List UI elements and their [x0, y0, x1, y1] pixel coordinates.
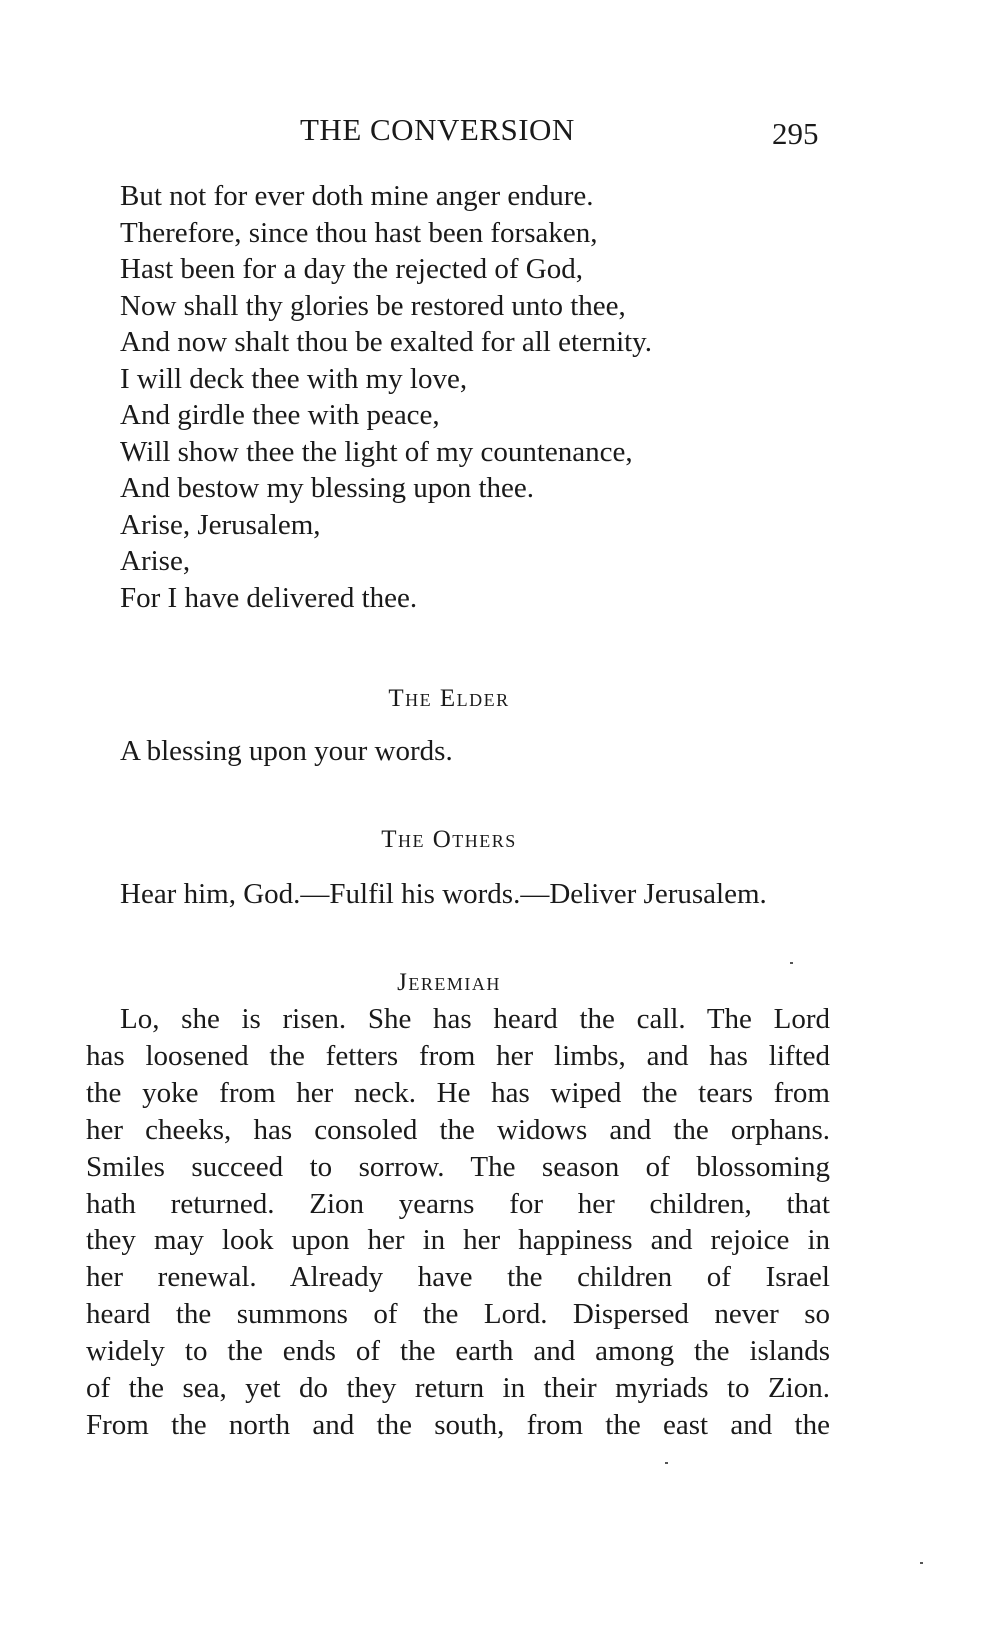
- verse-line: I will deck thee with my love,: [120, 362, 468, 395]
- speaker-heading-others: The Others: [381, 826, 517, 853]
- scan-speck: [665, 1462, 668, 1464]
- paragraph-line: widely to the ends of the earth and among the islands: [86, 1335, 830, 1368]
- paragraph-line: From the north and the south, from the east and the: [86, 1408, 830, 1441]
- scan-speck: [920, 1562, 923, 1564]
- verse-line: Therefore, since thou hast been forsaken,: [120, 216, 598, 249]
- verse-line: But not for ever doth mine anger endure.: [120, 180, 594, 212]
- verse-line: And bestow my blessing upon thee.: [120, 472, 535, 504]
- others-paragraph: Hear him, God.—Fulfil his words.—Deliver Jerusalem.: [120, 878, 767, 910]
- paragraph-line: has loosened the fetters from her limbs, and has lifted: [86, 1039, 830, 1072]
- paragraph-line: Smiles succeed to sorrow. The season of blossoming: [86, 1150, 830, 1183]
- paragraph-line: her cheeks, has consoled the widows and the orphans.: [86, 1113, 830, 1146]
- verse-line: And girdle thee with peace,: [120, 399, 440, 431]
- page-number: 295: [772, 116, 819, 151]
- jeremiah-paragraph: [86, 1001, 830, 1444]
- scan-speck: [790, 962, 793, 964]
- verse-line: And now shalt thou be exalted for all eternity.: [120, 326, 653, 358]
- speaker-heading-elder: The Elder: [388, 685, 510, 712]
- verse-block: [120, 178, 652, 616]
- speaker-heading-jeremiah: Jeremiah: [397, 969, 501, 996]
- verse-line: Arise, Jerusalem,: [120, 508, 321, 541]
- verse-line: Now shall thy glories be restored unto thee,: [120, 289, 626, 322]
- paragraph-line: the yoke from her neck. He has wiped the tears from: [86, 1076, 830, 1109]
- paragraph-line: her renewal. Already have the children of Israel: [86, 1261, 830, 1294]
- paragraph-line: Lo, she is risen. She has heard the call. The Lord: [120, 1003, 830, 1035]
- paragraph-line: heard the summons of the Lord. Dispersed never so: [86, 1298, 830, 1331]
- verse-line: Hast been for a day the rejected of God,: [120, 253, 583, 285]
- paragraph-line: hath returned. Zion yearns for her children, that: [86, 1187, 830, 1220]
- verse-line: Will show thee the light of my countenance,: [120, 435, 633, 468]
- running-title: THE CONVERSION: [300, 112, 575, 147]
- verse-line: For I have delivered thee.: [120, 581, 418, 614]
- paragraph-line: of the sea, yet do they return in their myriads to Zion.: [86, 1372, 830, 1405]
- elder-line: A blessing upon your words.: [120, 735, 453, 767]
- paragraph-line: they may look upon her in her happiness and rejoice in: [86, 1224, 830, 1257]
- verse-line: Arise,: [120, 545, 191, 577]
